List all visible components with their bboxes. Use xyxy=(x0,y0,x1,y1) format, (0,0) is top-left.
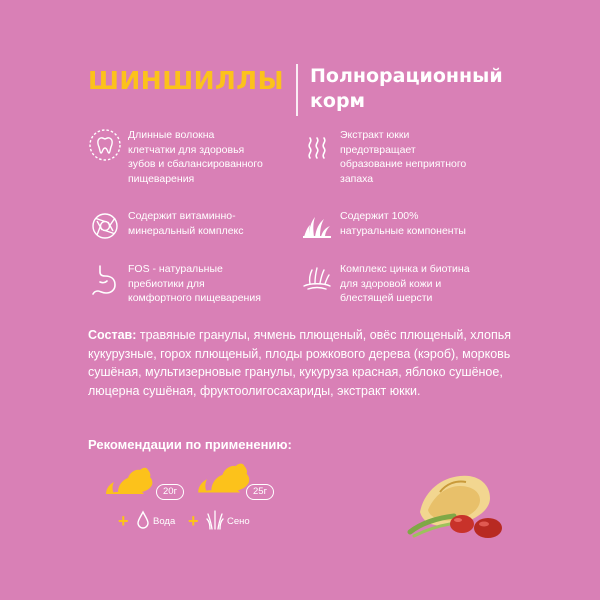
feature-vitamins xyxy=(88,209,244,243)
plus-icon: + xyxy=(188,511,199,531)
stomach-icon xyxy=(88,262,122,296)
grass-icon xyxy=(300,209,334,243)
plus-icon: + xyxy=(118,511,129,531)
feature-fos xyxy=(88,262,261,306)
header-divider xyxy=(296,64,298,116)
header xyxy=(88,62,548,122)
aperture-icon xyxy=(88,209,122,243)
feature-fiber-text: Длинные волокна клетчатки для здоровья зубов и сбалансированного пищеварения xyxy=(128,129,263,185)
hair-icon xyxy=(300,262,334,296)
recommendations-title: Рекомендации по применению: xyxy=(88,437,292,452)
water-drop-icon xyxy=(136,510,150,535)
composition-label: Состав: xyxy=(88,328,137,342)
water-label: Вода xyxy=(153,516,176,527)
feature-vitamins-text: Содержит витаминно- минеральный комплекс xyxy=(128,210,244,237)
feature-natural-text: Содержит 100% натуральные компоненты xyxy=(340,210,466,237)
feature-fiber xyxy=(88,128,263,186)
brand-title: ШИНШИЛЛЫ xyxy=(88,66,284,95)
composition-text: травяные гранулы, ячмень плющеный, овёс плющеный, хлопья кукурузные, горох плющеный, плоды рожкового дерева (кэроб), морковь сушёная, мультизерновые гранулы, кукуруза красная, яблоко сушёное, люцерна сушёная, фруктоолигосахариды, экстракт юкки. xyxy=(88,328,511,398)
feature-yucca-text: Экстракт юкки предотвращает образование неприятного запаха xyxy=(340,129,467,185)
feature-zinc xyxy=(300,262,470,306)
portion-badge-large: 25г xyxy=(246,484,274,500)
hay-label: Сено xyxy=(227,516,250,527)
feature-yucca xyxy=(300,128,466,186)
hay-icon xyxy=(206,508,224,535)
food-illustration xyxy=(400,462,530,542)
product-subtitle: Полнорационный корм xyxy=(310,65,503,112)
tooth-icon xyxy=(88,128,122,162)
feature-zinc-text: Комплекс цинка и биотина для здоровой кожи и блестящей шерсти xyxy=(340,263,470,304)
chinchilla-icon xyxy=(104,460,164,503)
feature-fos-text: FOS - натуральные пребиотики для комфортного пищеварения xyxy=(128,263,261,304)
portion-badge-small: 20г xyxy=(156,484,184,500)
composition xyxy=(88,326,528,400)
feature-natural xyxy=(300,209,466,243)
smell-icon xyxy=(300,128,334,162)
